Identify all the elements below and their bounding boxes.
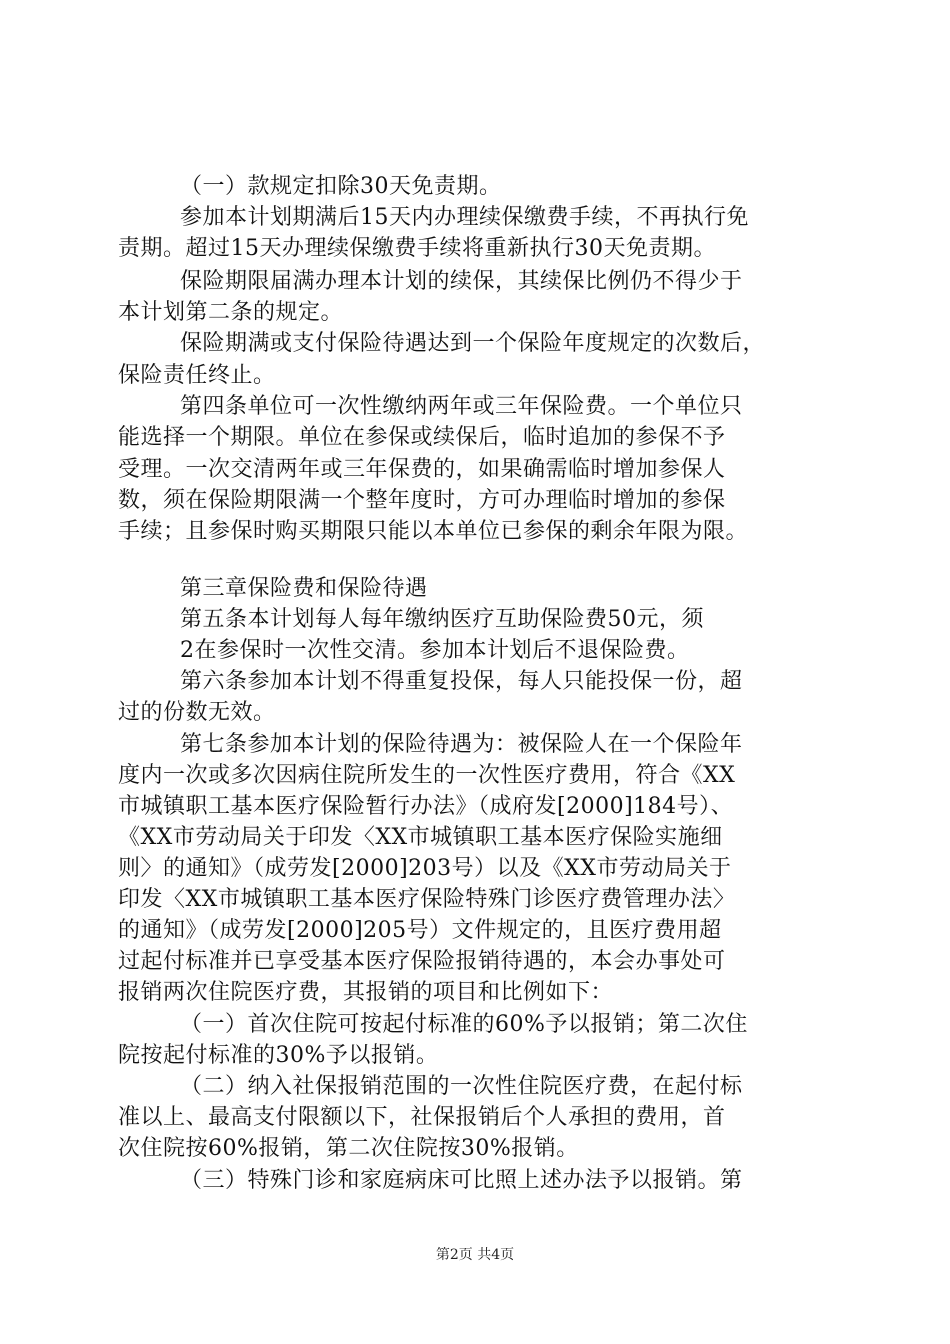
text-line: 报销两次住院医疗费，其报销的项目和比例如下： [118,980,614,1005]
text-line: 院按起付标准的30%予以报销。 [118,1043,439,1068]
text-line: （三）特殊门诊和家庭病床可比照上述办法予以报销。第 [180,1168,743,1193]
text-line: 本计划第二条的规定。 [118,300,344,325]
text-line: 保险责任终止。 [118,363,276,388]
page-footer: 第2页 共4页 [435,1247,515,1263]
text-line: 能选择一个期限。单位在参保或续保后，临时追加的参保不予 [118,425,726,450]
text-line: 责期。超过15天办理续保缴费手续将重新执行30天免责期。 [118,236,716,261]
text-line: 第四条单位可一次性缴纳两年或三年保险费。一个单位只 [180,394,743,419]
text-line: （一）款规定扣除30天免责期。 [180,174,502,199]
text-line: 2在参保时一次性交清。参加本计划后不退保险费。 [180,638,690,663]
text-line: 《XX市劳动局关于印发〈XX市城镇职工基本医疗保险实施细 [118,825,723,850]
text-line: 手续；且参保时购买期限只能以本单位已参保的剩余年限为限。 [118,519,749,544]
text-line: 度内一次或多次因病住院所发生的一次性医疗费用，符合《XX [118,763,736,788]
text-line: 的通知》（成劳发[2000]205号）文件规定的，且医疗费用超 [118,918,722,943]
text-line: 次住院按60%报销，第二次住院按30%报销。 [118,1136,579,1161]
text-line: （一）首次住院可按起付标准的60%予以报销；第二次住 [180,1012,748,1037]
text-line: 保险期满或支付保险待遇达到一个保险年度规定的次数后， [180,331,766,356]
text-line: 印发〈XX市城镇职工基本医疗保险特殊门诊医疗费管理办法〉 [118,887,736,912]
text-line: （二）纳入社保报销范围的一次性住院医疗费，在起付标 [180,1074,743,1099]
text-line: 参加本计划期满后15天内办理续保缴费手续，不再执行免 [180,205,749,230]
text-line: 第六条参加本计划不得重复投保，每人只能投保一份，超 [180,669,743,694]
text-line: 受理。一次交清两年或三年保费的，如果确需临时增加参保人 [118,457,726,482]
text-line: 过的份数无效。 [118,700,276,725]
text-line: 准以上、最高支付限额以下，社保报销后个人承担的费用，首 [118,1105,726,1130]
text-line: 数，须在保险期限满一个整年度时，方可办理临时增加的参保 [118,488,726,513]
text-line: 市城镇职工基本医疗保险暂行办法》（成府发[2000]184号）、 [118,794,734,819]
chapter-heading: 第三章保险费和保险待遇 [180,576,428,601]
text-line: 过起付标准并已享受基本医疗保险报销待遇的，本会办事处可 [118,949,726,974]
text-line: 第七条参加本计划的保险待遇为：被保险人在一个保险年 [180,732,743,757]
text-line: 保险期限届满办理本计划的续保，其续保比例仍不得少于 [180,269,743,294]
text-line: 第五条本计划每人每年缴纳医疗互助保险费50元，须 [180,607,704,632]
text-line: 则〉的通知》（成劳发[2000]203号）以及《XX市劳动局关于 [118,856,732,881]
